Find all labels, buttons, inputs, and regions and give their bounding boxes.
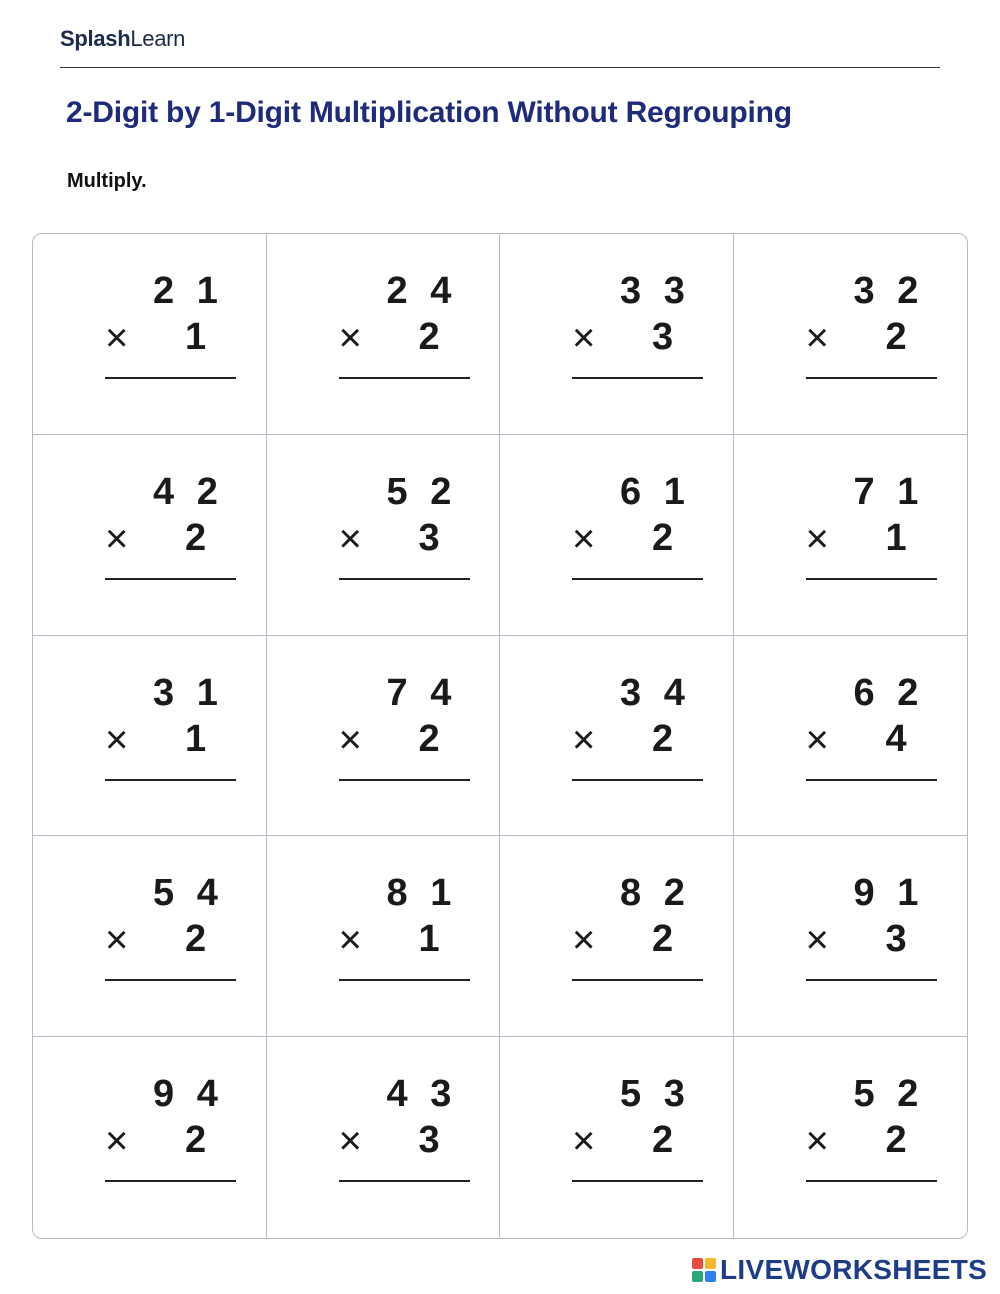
multiplier: 2: [652, 717, 674, 760]
multiplicand: 6 2: [853, 671, 925, 714]
answer-line[interactable]: [105, 779, 236, 781]
answer-line[interactable]: [572, 377, 703, 379]
answer-line[interactable]: [339, 979, 470, 981]
answer-line[interactable]: [105, 377, 236, 379]
answer-line[interactable]: [806, 377, 937, 379]
multiplier: 1: [885, 516, 907, 559]
multiplier: 2: [652, 918, 674, 961]
multiply-sign: ×: [338, 1119, 362, 1164]
logo-square-4: [705, 1271, 716, 1282]
multiplicand: 4 2: [153, 470, 224, 513]
multiply-sign: ×: [805, 717, 829, 762]
multiplicand: 3 3: [620, 270, 691, 312]
multiplicand: 8 2: [620, 872, 691, 915]
liveworksheets-logo: [692, 1254, 987, 1286]
answer-line[interactable]: [572, 1180, 703, 1182]
problem-cell: [33, 636, 267, 837]
liveworksheets-icon: [692, 1258, 716, 1282]
header-divider: [60, 67, 940, 68]
problem-cell: [33, 435, 267, 636]
multiplier: 3: [652, 316, 674, 358]
problem-cell: [734, 836, 968, 1037]
multiply-sign: ×: [105, 316, 129, 360]
multiplicand: 9 4: [153, 1073, 224, 1116]
brand-bold: Splash: [60, 26, 131, 51]
answer-line[interactable]: [105, 979, 236, 981]
multiplier: 1: [185, 316, 207, 358]
problem-cell: [267, 636, 501, 837]
problem-cell: [33, 234, 267, 435]
problem-cell: [500, 1037, 734, 1238]
multiplier: 1: [185, 717, 207, 760]
multiplicand: 5 2: [853, 1073, 925, 1116]
multiplicand: 3 4: [620, 671, 691, 714]
problem-cell: [267, 1037, 501, 1238]
logo-square-3: [692, 1271, 703, 1282]
multiply-sign: ×: [105, 918, 129, 963]
multiply-sign: ×: [338, 516, 362, 561]
liveworksheets-text: LIVEWORKSHEETS: [720, 1254, 988, 1285]
multiplicand: 8 1: [386, 872, 458, 915]
multiply-sign: ×: [572, 516, 596, 561]
answer-line[interactable]: [572, 779, 703, 781]
multiplier: 2: [652, 1119, 674, 1162]
answer-line[interactable]: [339, 779, 470, 781]
multiply-sign: ×: [338, 717, 362, 762]
multiplicand: 4 3: [386, 1073, 458, 1116]
multiplier: 2: [885, 1119, 907, 1162]
multiplier: 2: [418, 717, 440, 760]
multiplicand: 7 1: [853, 470, 925, 513]
multiplier: 2: [885, 316, 907, 358]
instruction-text: Multiply.: [67, 170, 147, 192]
multiply-sign: ×: [805, 1119, 829, 1164]
multiply-sign: ×: [572, 1119, 596, 1164]
answer-line[interactable]: [105, 1180, 236, 1182]
multiply-sign: ×: [338, 316, 362, 360]
multiply-sign: ×: [805, 516, 829, 561]
multiplier: 2: [185, 1119, 207, 1162]
problem-cell: [500, 234, 734, 435]
problem-cell: [734, 435, 968, 636]
multiplicand: 9 1: [853, 872, 925, 915]
multiply-sign: ×: [572, 918, 596, 963]
multiply-sign: ×: [805, 918, 829, 963]
problem-cell: [500, 435, 734, 636]
problem-cell: [500, 836, 734, 1037]
multiplier: 3: [885, 918, 907, 961]
problem-cell: [500, 636, 734, 837]
multiplicand: 3 1: [153, 671, 224, 714]
multiplier: 2: [418, 316, 440, 358]
multiply-sign: ×: [805, 316, 829, 360]
multiplicand: 7 4: [386, 671, 458, 714]
problem-cell: [734, 636, 968, 837]
brand-light: Learn: [130, 26, 186, 51]
problem-cell: [267, 836, 501, 1037]
multiply-sign: ×: [338, 918, 362, 963]
multiplicand: 3 2: [853, 270, 925, 312]
problem-grid: [32, 233, 968, 1239]
multiplicand: 5 4: [153, 872, 224, 915]
problem-cell: [267, 435, 501, 636]
multiply-sign: ×: [572, 316, 596, 360]
answer-line[interactable]: [339, 377, 470, 379]
multiplier: 3: [418, 516, 440, 559]
answer-line[interactable]: [806, 1180, 937, 1182]
answer-line[interactable]: [339, 578, 470, 580]
multiplier: 2: [185, 918, 207, 961]
multiplicand: 5 3: [620, 1073, 691, 1116]
multiplier: 1: [418, 918, 440, 961]
multiplier: 2: [185, 516, 207, 559]
multiplicand: 6 1: [620, 470, 691, 513]
multiply-sign: ×: [105, 1119, 129, 1164]
logo-square-1: [692, 1258, 703, 1269]
answer-line[interactable]: [572, 578, 703, 580]
problem-cell: [734, 1037, 968, 1238]
multiplier: 3: [418, 1119, 440, 1162]
multiplicand: 2 1: [153, 270, 224, 312]
multiplier: 2: [652, 516, 674, 559]
answer-line[interactable]: [806, 779, 937, 781]
logo-square-2: [705, 1258, 716, 1269]
problem-cell: [33, 1037, 267, 1238]
splashlearn-logo: [60, 26, 185, 52]
multiply-sign: ×: [572, 717, 596, 762]
multiply-sign: ×: [105, 717, 129, 762]
multiplicand: 2 4: [386, 270, 458, 312]
multiplicand: 5 2: [386, 470, 458, 513]
page-title: 2-Digit by 1-Digit Multiplication Without Regrouping: [66, 96, 792, 129]
answer-line[interactable]: [806, 578, 937, 580]
answer-line[interactable]: [339, 1180, 470, 1182]
problem-cell: [267, 234, 501, 435]
multiplier: 4: [885, 717, 907, 760]
answer-line[interactable]: [105, 578, 236, 580]
multiply-sign: ×: [105, 516, 129, 561]
problem-cell: [33, 836, 267, 1037]
answer-line[interactable]: [806, 979, 937, 981]
answer-line[interactable]: [572, 979, 703, 981]
problem-cell: [734, 234, 968, 435]
